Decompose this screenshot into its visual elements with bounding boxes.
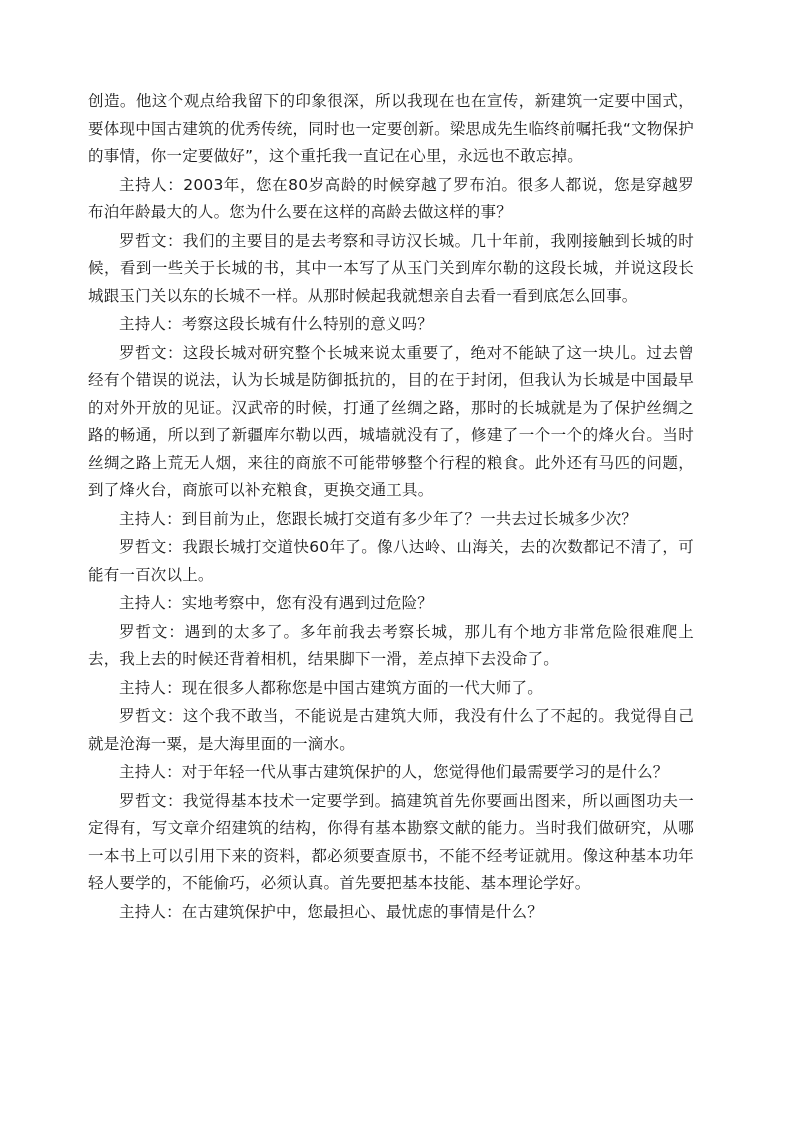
answer-paragraph: 罗哲文：这段长城对研究整个长城来说太重要了，绝对不能缺了这一块儿。过去曾经有个错误的说法，认为长城是防御抵抗的，目的在于封闭，但我认为长城是中国最早的对外开放的见证。汉武帝的时候，打通了丝绸之路，那时的长城就是为了保护丝绸之路的畅通，所以到了新疆库尔勒以西，城墙就没有了，修建了一个一个的烽火台。当时丝绸之路上荒无人烟，来往的商旅不可能带够整个行程的粮食。此外还有马匹的问题，到了烽火台，商旅可以补充粮食，更换交通工具。 <box>88 343 694 499</box>
article-body <box>88 88 694 926</box>
answer-paragraph: 罗哲文：遇到的太多了。多年前我去考察长城，那儿有个地方非常危险很难爬上去，我上去的时候还背着相机，结果脚下一滑，差点掉下去没命了。 <box>88 622 694 668</box>
host-question-paragraph: 主持人：到目前为止，您跟长城打交道有多少年了？一共去过长城多少次？ <box>119 509 638 528</box>
host-question-paragraph: 主持人：考察这段长城有什么特别的意义吗？ <box>119 315 434 333</box>
paragraph-continuation: 创造。他这个观点给我留下的印象很深，所以我现在也在宣传，新建筑一定要中国式，要体现中国古建筑的优秀传统，同时也一定要创新。梁思成先生临终前嘱托我“文物保护的事情，你一定要做好”，这个重托我一直记在心里，永远也不敢忘掉。 <box>88 92 694 165</box>
answer-paragraph: 罗哲文：我们的主要目的是去考察和寻访汉长城。几十年前，我刚接触到长城的时候，看到一些关于长城的书，其中一本写了从玉门关到库尔勒的这段长城，并说这段长城跟玉门关以东的长城不一样。从那时候起我就想亲自去看一看到底怎么回事。 <box>88 231 694 305</box>
host-question-paragraph: 主持人：对于年轻一代从事古建筑保护的人，您觉得他们最需要学习的是什么？ <box>119 763 669 781</box>
answer-paragraph: 罗哲文：这个我不敢当，不能说是古建筑大师，我没有什么了不起的。我觉得自己就是沧海一粟，是大海里面的一滴水。 <box>88 707 694 753</box>
answer-paragraph: 罗哲文：我觉得基本技术一定要学到。搞建筑首先你要画出图来，所以画图功夫一定得有，写文章介绍建筑的结构，你得有基本勘察文献的能力。当时我们做研究，从哪一本书上可以引用下来的资料，都必须要查原书，不能不经考证就用。像这种基本功年轻人要学的，不能偷巧，必须认真。首先要把基本技能、基本理论学好。 <box>88 791 694 892</box>
host-question-paragraph: 主持人：实地考察中，您有没有遇到过危险？ <box>119 594 434 612</box>
host-question-paragraph: 主持人：现在很多人都称您是中国古建筑方面的一代大师了。 <box>119 678 543 697</box>
host-question-paragraph: 主持人：在古建筑保护中，您最担心、最忧虑的事情是什么？ <box>119 902 543 921</box>
host-question-paragraph: 主持人：2003年，您在80岁高龄的时候穿越了罗布泊。很多人都说，您是穿越罗布泊年龄最大的人。您为什么要在这样的高龄去做这样的事？ <box>88 175 694 221</box>
answer-paragraph: 罗哲文：我跟长城打交道快60年了。像八达岭、山海关，去的次数都记不清了，可能有一百次以上。 <box>88 538 694 584</box>
